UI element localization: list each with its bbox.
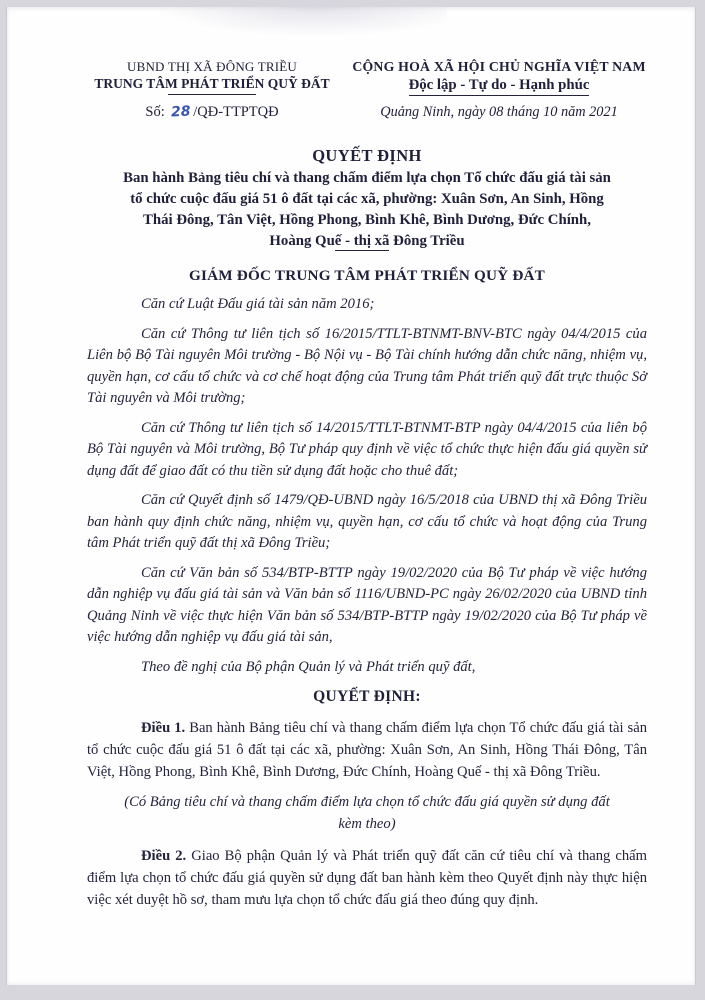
issuer-heading: GIÁM ĐỐC TRUNG TÂM PHÁT TRIỂN QUỸ ĐẤT — [188, 267, 546, 284]
parent-agency-name: UBND THỊ XÃ ĐÔNG TRIỀU — [126, 59, 298, 74]
document-header — [87, 59, 647, 121]
issuing-agency-block — [87, 59, 337, 121]
document-number-handwritten: 28 — [170, 103, 191, 121]
subtitle-line-4-post: Đông Triều — [389, 233, 465, 249]
subtitle-line-1: Ban hành Bảng tiêu chí và thang chấm điểm lựa chọn Tổ chức đấu giá tài sản — [123, 170, 611, 186]
subtitle-line-4 — [87, 231, 647, 252]
recital-paragraph-1: Căn cứ Luật Đấu giá tài sản năm 2016; — [141, 296, 375, 312]
article-1-label: Điều 1. — [141, 720, 186, 736]
national-motto-block — [337, 59, 647, 121]
article-2-text: Giao Bộ phận Quản lý và Phát triển quỹ đất căn cứ tiêu chí và thang chấm điểm lựa chọn tổ chức đấu giá quyền sử dụng đất ban hành kèm theo Quyết định này thực hiện việc xét duyệt hồ sơ, tham mưu lựa chọn tổ chức đấu giá theo đúng quy định. — [87, 848, 648, 908]
document-number-suffix: /QĐ-TTPTQĐ — [193, 104, 279, 120]
subtitle-line-4-underlined: ế - thị xã — [334, 233, 390, 249]
attachment-note: (Có Bảng tiêu chí và thang chấm điểm lựa chọn tổ chức đấu giá quyền sử dụng đất kèm theo) — [124, 794, 610, 832]
agency-name: TRUNG TÂM PHÁT TRIỂN QUỸ ĐẤT — [94, 76, 330, 91]
subtitle-line-2: tổ chức cuộc đấu giá 51 ô đất tại các xã, phường: Xuân Sơn, An Sinh, Hồng — [130, 191, 604, 207]
recital-paragraph-3: Căn cứ Thông tư liên tịch số 14/2015/TTLT-BTNMT-BTP ngày 04/4/2015 của liên bộ Bộ Tài nguyên và Môi trường, Bộ Tư pháp quy định về việc tổ chức thực hiện đấu giá quyền sử dụng đất để giao đất có thu tiền sử dụng đất hoặc cho thuê đất; — [87, 419, 647, 479]
document-subtitle — [87, 168, 647, 252]
document-page — [6, 7, 696, 985]
decision-heading: QUYẾT ĐỊNH: — [313, 688, 421, 705]
document-number-line — [87, 104, 337, 121]
national-motto: Độc lập - Tự do - Hạnh phúc — [409, 77, 590, 96]
subtitle-line-4-pre: Hoàng Qu — [269, 233, 335, 249]
recital-paragraph-6: Theo đề nghị của Bộ phận Quản lý và Phát triển quỹ đất, — [141, 658, 476, 675]
recital-paragraph-5: Căn cứ Văn bản số 534/BTP-BTTP ngày 19/02/2020 của Bộ Tư pháp về việc hướng dẫn nghiệp vụ đấu giá tài sản và Văn bản số 1116/UBND-PC ngày 26/02/2020 của UBND tỉnh Quảng Ninh về việc thực hiện Văn bản số 534/BTP-BTTP ngày 19/02/2020 của Bộ Tư pháp về việc hướng dẫn nghiệp vụ đấu giá tài sản, — [87, 564, 647, 645]
article-1 — [87, 717, 647, 783]
recitals-section — [87, 294, 647, 678]
subtitle-line-3: Thái Đông, Tân Việt, Hồng Phong, Bình Khê, Bình Dương, Đức Chính, — [143, 212, 591, 228]
national-title: CỘNG HOÀ XÃ HỘI CHỦ NGHĨA VIỆT NAM — [352, 59, 646, 74]
agency-underline-rule — [168, 94, 256, 95]
document-type-title: QUYẾT ĐỊNH — [312, 146, 422, 165]
article-1-text: Ban hành Bảng tiêu chí và thang chấm điểm lựa chọn Tổ chức đấu giá tài sản tổ chức cuộc đấu giá 51 ô đất tại các xã, phường: Xuân Sơn, An Sinh, Hồng Thái Đông, Tân Việt, Hồng Phong, Bình Khê, Bình Dương, Đức Chính, Hoàng Quế - thị xã Đông Triều. — [87, 720, 647, 780]
document-content — [7, 7, 695, 911]
document-number-prefix: Số: — [145, 104, 165, 120]
place-dateline: Quảng Ninh, ngày 08 tháng 10 năm 2021 — [380, 104, 618, 120]
article-2-label: Điều 2. — [141, 848, 187, 864]
title-block — [87, 146, 647, 285]
recital-paragraph-2: Căn cứ Thông tư liên tịch số 16/2015/TTLT-BTNMT-BNV-BTC ngày 04/4/2015 của Liên bộ Bộ Tài nguyên Môi trường - Bộ Nội vụ - Bộ Tài chính hướng dẫn chức năng, nhiệm vụ, quyền hạn, cơ cấu tổ chức và cơ chế hoạt động của Trung tâm Phát triển quỹ đất trực thuộc Sở Tài nguyên và Môi trường; — [87, 325, 647, 406]
recital-paragraph-4: Căn cứ Quyết định số 1479/QĐ-UBND ngày 16/5/2018 của UBND thị xã Đông Triều ban hành quy định chức năng, nhiệm vụ, quyền hạn, cơ cấu tổ chức và hoạt động của Trung tâm Phát triển quỹ đất thị xã Đông Triều; — [87, 492, 647, 551]
article-2 — [87, 845, 647, 911]
